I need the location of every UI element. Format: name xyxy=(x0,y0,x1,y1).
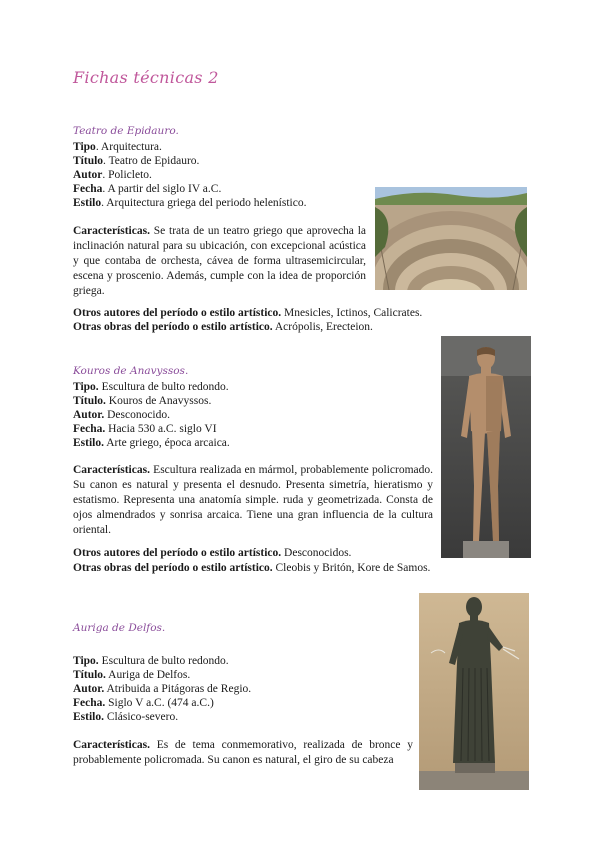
section-heading-kouros: Kouros de Anavyssos. xyxy=(73,365,189,377)
section-heading-teatro: Teatro de Epidauro. xyxy=(73,125,179,137)
other-authors: Otros autores del período o estilo artístico. Desconocidos. xyxy=(73,547,352,559)
field-autor: Autor. Policleto. xyxy=(73,169,152,181)
field-autor: Autor. Desconocido. xyxy=(73,409,171,421)
other-works: Otras obras del período o estilo artístico. Cleobis y Britón, Kore de Samos. xyxy=(73,562,431,574)
other-authors: Otros autores del período o estilo artístico. Mnesicles, Ictinos, Calicrates. xyxy=(73,307,423,319)
theater-photo xyxy=(375,187,527,290)
field-autor: Autor. Atribuida a Pitágoras de Regio. xyxy=(73,683,252,695)
section-heading-auriga: Auriga de Delfos. xyxy=(73,622,166,634)
field-fecha: Fecha. Hacia 530 a.C. siglo VI xyxy=(73,423,217,435)
field-titulo: Título. Auriga de Delfos. xyxy=(73,669,191,681)
field-tipo: Tipo. Escultura de bulto redondo. xyxy=(73,655,229,667)
field-tipo: Tipo. Arquitectura. xyxy=(73,141,162,153)
field-estilo: Estilo. Clásico-severo. xyxy=(73,711,179,723)
kouros-photo xyxy=(441,336,531,558)
field-estilo: Estilo. Arquitectura griega del periodo helenístico. xyxy=(73,197,307,209)
field-estilo: Estilo. Arte griego, época arcaica. xyxy=(73,437,230,449)
characteristics-paragraph: Características. Se trata de un teatro griego que aprovecha la inclinación natural para su ubicación, con excepcional acústica y que contaba de orchesta, cávea de forma ultrasemicircular, escena y proscenio. Además, cumple con la idea de proporción griega. xyxy=(73,225,366,297)
field-fecha: Fecha. Siglo V a.C. (474 a.C.) xyxy=(73,697,214,709)
auriga-photo xyxy=(419,593,529,790)
field-tipo: Tipo. Escultura de bulto redondo. xyxy=(73,381,229,393)
field-titulo: Título. Teatro de Epidauro. xyxy=(73,155,200,167)
field-titulo: Título. Kouros de Anavyssos. xyxy=(73,395,212,407)
characteristics-paragraph: Características. Escultura realizada en mármol, probablemente policromado. Su canon es natural y presenta el desnudo. Presenta simetría, hieratismo y estatismo. Representa una anatomía simple. ruda y geometrizada. Consta de ojos almendrados y sonrisa arcaica. Tiene una gran influencia de la cultura oriental. xyxy=(73,464,433,536)
other-works: Otras obras del período o estilo artístico. Acrópolis, Erecteion. xyxy=(73,321,373,333)
page-title: Fichas técnicas 2 xyxy=(73,68,219,87)
field-fecha: Fecha. A partir del siglo IV a.C. xyxy=(73,183,222,195)
characteristics-paragraph: Características. Es de tema conmemorativo, realizada de bronce y probablemente policromada. Su canon es natural, el giro de su cabeza xyxy=(73,739,413,766)
